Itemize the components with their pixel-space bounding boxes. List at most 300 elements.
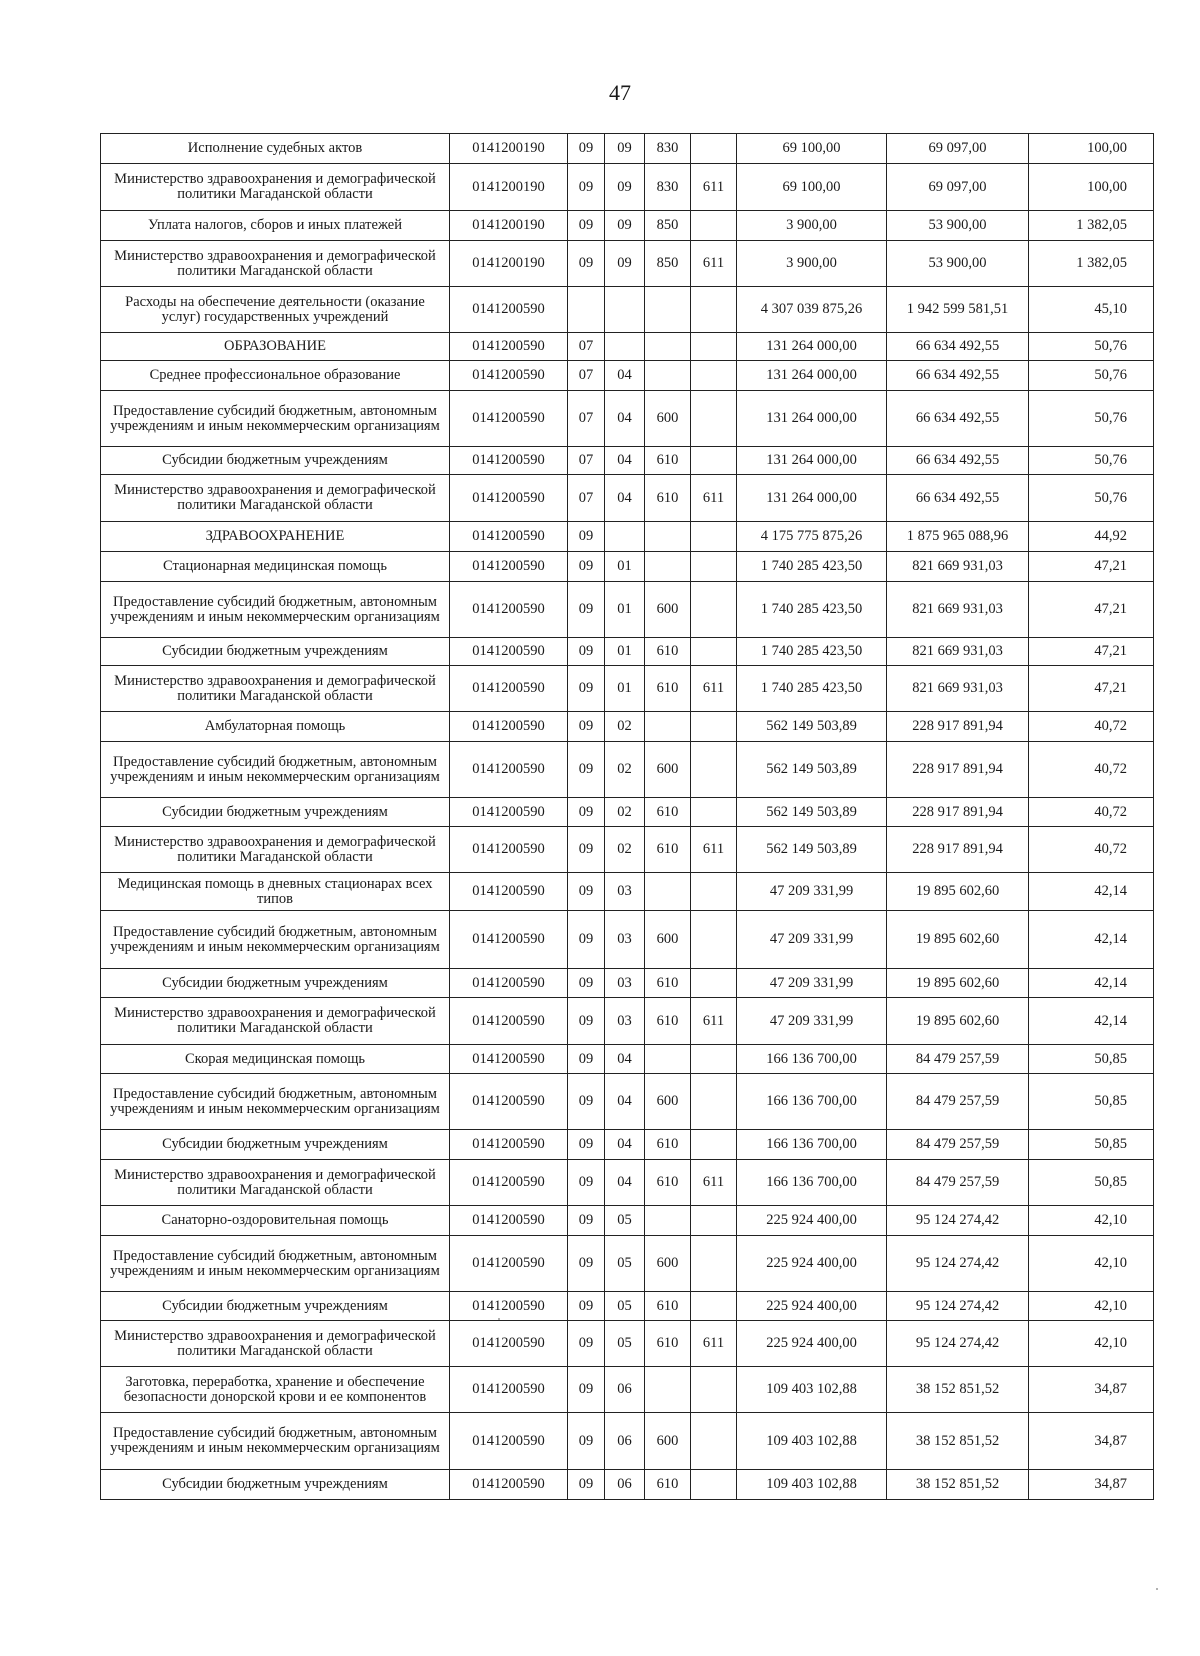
table-row <box>101 1206 1154 1236</box>
expense-type-cell: 610 <box>645 1160 691 1206</box>
execution-percent-cell: 50,76 <box>1029 333 1154 361</box>
executed-amount-cell: 228 917 891,94 <box>887 827 1029 873</box>
target-article-cell: 0141200590 <box>450 1367 568 1413</box>
target-article-cell: 0141200590 <box>450 1292 568 1321</box>
table-row <box>101 969 1154 998</box>
expense-name-cell: Субсидии бюджетным учреждениям <box>101 1130 450 1160</box>
subsection-cell: 02 <box>605 712 645 742</box>
table-row <box>101 638 1154 666</box>
expense-type-cell: 610 <box>645 475 691 522</box>
execution-percent-cell: 50,76 <box>1029 475 1154 522</box>
operation-code-cell <box>691 361 737 391</box>
expense-name-cell: Субсидии бюджетным учреждениям <box>101 1470 450 1500</box>
expense-name-cell: ОБРАЗОВАНИЕ <box>101 333 450 361</box>
target-article-cell: 0141200590 <box>450 742 568 798</box>
planned-amount-cell: 69 100,00 <box>737 164 887 211</box>
operation-code-cell: 611 <box>691 241 737 287</box>
expense-type-cell <box>645 712 691 742</box>
planned-amount-cell: 131 264 000,00 <box>737 475 887 522</box>
target-article-cell: 0141200590 <box>450 1236 568 1292</box>
planned-amount-cell: 562 149 503,89 <box>737 798 887 827</box>
target-article-cell: 0141200590 <box>450 998 568 1045</box>
table-row <box>101 361 1154 391</box>
target-article-cell: 0141200590 <box>450 361 568 391</box>
expense-type-cell: 850 <box>645 241 691 287</box>
table-row <box>101 582 1154 638</box>
executed-amount-cell: 228 917 891,94 <box>887 742 1029 798</box>
section-cell: 09 <box>568 1206 605 1236</box>
expense-type-cell: 610 <box>645 1130 691 1160</box>
subsection-cell: 06 <box>605 1367 645 1413</box>
target-article-cell: 0141200590 <box>450 873 568 911</box>
expense-type-cell: 610 <box>645 1321 691 1367</box>
executed-amount-cell: 821 669 931,03 <box>887 638 1029 666</box>
execution-percent-cell: 50,85 <box>1029 1045 1154 1074</box>
section-cell: 09 <box>568 998 605 1045</box>
target-article-cell: 0141200590 <box>450 333 568 361</box>
executed-amount-cell: 38 152 851,52 <box>887 1367 1029 1413</box>
planned-amount-cell: 131 264 000,00 <box>737 333 887 361</box>
executed-amount-cell: 228 917 891,94 <box>887 712 1029 742</box>
expense-type-cell <box>645 873 691 911</box>
expense-name-cell: Амбулаторная помощь <box>101 712 450 742</box>
section-cell: 09 <box>568 1413 605 1470</box>
subsection-cell: 09 <box>605 211 645 241</box>
executed-amount-cell: 1 875 965 088,96 <box>887 522 1029 552</box>
planned-amount-cell: 1 740 285 423,50 <box>737 582 887 638</box>
operation-code-cell <box>691 969 737 998</box>
budget-table-body <box>101 134 1154 1500</box>
operation-code-cell <box>691 134 737 164</box>
expense-type-cell <box>645 1367 691 1413</box>
expense-type-cell: 600 <box>645 742 691 798</box>
target-article-cell: 0141200190 <box>450 211 568 241</box>
table-row <box>101 287 1154 333</box>
executed-amount-cell: 95 124 274,42 <box>887 1292 1029 1321</box>
target-article-cell: 0141200190 <box>450 241 568 287</box>
execution-percent-cell: 44,92 <box>1029 522 1154 552</box>
target-article-cell: 0141200590 <box>450 1045 568 1074</box>
expense-type-cell: 600 <box>645 1074 691 1130</box>
planned-amount-cell: 47 209 331,99 <box>737 873 887 911</box>
scan-speck <box>1156 1588 1158 1590</box>
section-cell: 09 <box>568 1130 605 1160</box>
target-article-cell: 0141200590 <box>450 1470 568 1500</box>
subsection-cell: 06 <box>605 1470 645 1500</box>
budget-execution-table <box>100 133 1154 1500</box>
executed-amount-cell: 84 479 257,59 <box>887 1130 1029 1160</box>
planned-amount-cell: 166 136 700,00 <box>737 1045 887 1074</box>
execution-percent-cell: 50,85 <box>1029 1130 1154 1160</box>
table-row <box>101 742 1154 798</box>
subsection-cell: 04 <box>605 361 645 391</box>
execution-percent-cell: 50,76 <box>1029 391 1154 447</box>
target-article-cell: 0141200590 <box>450 1074 568 1130</box>
execution-percent-cell: 34,87 <box>1029 1367 1154 1413</box>
operation-code-cell <box>691 1130 737 1160</box>
planned-amount-cell: 166 136 700,00 <box>737 1130 887 1160</box>
target-article-cell: 0141200590 <box>450 475 568 522</box>
expense-type-cell <box>645 552 691 582</box>
table-row <box>101 666 1154 712</box>
executed-amount-cell: 69 097,00 <box>887 164 1029 211</box>
execution-percent-cell: 47,21 <box>1029 582 1154 638</box>
subsection-cell: 05 <box>605 1292 645 1321</box>
executed-amount-cell: 95 124 274,42 <box>887 1321 1029 1367</box>
expense-name-cell: Санаторно-оздоровительная помощь <box>101 1206 450 1236</box>
target-article-cell: 0141200590 <box>450 827 568 873</box>
execution-percent-cell: 47,21 <box>1029 552 1154 582</box>
section-cell: 07 <box>568 361 605 391</box>
executed-amount-cell: 228 917 891,94 <box>887 798 1029 827</box>
target-article-cell: 0141200590 <box>450 712 568 742</box>
expense-name-cell: Министерство здравоохранения и демографической политики Магаданской области <box>101 1160 450 1206</box>
planned-amount-cell: 109 403 102,88 <box>737 1470 887 1500</box>
section-cell: 09 <box>568 638 605 666</box>
table-row <box>101 873 1154 911</box>
operation-code-cell <box>691 712 737 742</box>
executed-amount-cell: 19 895 602,60 <box>887 911 1029 969</box>
planned-amount-cell: 131 264 000,00 <box>737 447 887 475</box>
operation-code-cell <box>691 1074 737 1130</box>
expense-name-cell: Министерство здравоохранения и демографической политики Магаданской области <box>101 666 450 712</box>
operation-code-cell <box>691 1045 737 1074</box>
target-article-cell: 0141200590 <box>450 1206 568 1236</box>
operation-code-cell: 611 <box>691 164 737 211</box>
planned-amount-cell: 166 136 700,00 <box>737 1074 887 1130</box>
planned-amount-cell: 225 924 400,00 <box>737 1236 887 1292</box>
executed-amount-cell: 19 895 602,60 <box>887 998 1029 1045</box>
section-cell <box>568 287 605 333</box>
planned-amount-cell: 131 264 000,00 <box>737 391 887 447</box>
target-article-cell: 0141200590 <box>450 522 568 552</box>
operation-code-cell <box>691 287 737 333</box>
subsection-cell <box>605 522 645 552</box>
executed-amount-cell: 66 634 492,55 <box>887 391 1029 447</box>
table-row <box>101 1160 1154 1206</box>
planned-amount-cell: 1 740 285 423,50 <box>737 638 887 666</box>
target-article-cell: 0141200590 <box>450 1413 568 1470</box>
section-cell: 09 <box>568 712 605 742</box>
execution-percent-cell: 1 382,05 <box>1029 211 1154 241</box>
execution-percent-cell: 40,72 <box>1029 712 1154 742</box>
expense-name-cell: Субсидии бюджетным учреждениям <box>101 447 450 475</box>
expense-name-cell: Предоставление субсидий бюджетным, автономным учреждениям и иным некоммерческим организациям <box>101 1236 450 1292</box>
subsection-cell: 04 <box>605 391 645 447</box>
table-row <box>101 1130 1154 1160</box>
expense-type-cell: 610 <box>645 666 691 712</box>
expense-type-cell: 610 <box>645 798 691 827</box>
expense-name-cell: ЗДРАВООХРАНЕНИЕ <box>101 522 450 552</box>
section-cell: 07 <box>568 333 605 361</box>
operation-code-cell <box>691 742 737 798</box>
section-cell: 09 <box>568 1292 605 1321</box>
table-row <box>101 241 1154 287</box>
section-cell: 09 <box>568 522 605 552</box>
target-article-cell: 0141200590 <box>450 798 568 827</box>
execution-percent-cell: 42,10 <box>1029 1321 1154 1367</box>
section-cell: 09 <box>568 164 605 211</box>
expense-name-cell: Предоставление субсидий бюджетным, автономным учреждениям и иным некоммерческим организациям <box>101 391 450 447</box>
table-row <box>101 798 1154 827</box>
subsection-cell: 09 <box>605 164 645 211</box>
subsection-cell: 04 <box>605 1160 645 1206</box>
subsection-cell: 01 <box>605 666 645 712</box>
operation-code-cell <box>691 582 737 638</box>
execution-percent-cell: 40,72 <box>1029 798 1154 827</box>
expense-type-cell: 610 <box>645 998 691 1045</box>
section-cell: 09 <box>568 1367 605 1413</box>
planned-amount-cell: 109 403 102,88 <box>737 1413 887 1470</box>
execution-percent-cell: 100,00 <box>1029 134 1154 164</box>
table-row <box>101 1236 1154 1292</box>
subsection-cell: 02 <box>605 827 645 873</box>
operation-code-cell <box>691 1367 737 1413</box>
target-article-cell: 0141200590 <box>450 1321 568 1367</box>
section-cell: 09 <box>568 1236 605 1292</box>
operation-code-cell <box>691 638 737 666</box>
executed-amount-cell: 821 669 931,03 <box>887 582 1029 638</box>
expense-type-cell: 610 <box>645 1470 691 1500</box>
planned-amount-cell: 225 924 400,00 <box>737 1321 887 1367</box>
subsection-cell: 09 <box>605 134 645 164</box>
expense-name-cell: Субсидии бюджетным учреждениям <box>101 1292 450 1321</box>
expense-type-cell: 610 <box>645 1292 691 1321</box>
planned-amount-cell: 47 209 331,99 <box>737 969 887 998</box>
execution-percent-cell: 45,10 <box>1029 287 1154 333</box>
section-cell: 09 <box>568 582 605 638</box>
table-row <box>101 1470 1154 1500</box>
table-row <box>101 1413 1154 1470</box>
expense-name-cell: Министерство здравоохранения и демографической политики Магаданской области <box>101 241 450 287</box>
expense-name-cell: Министерство здравоохранения и демографической политики Магаданской области <box>101 164 450 211</box>
subsection-cell <box>605 287 645 333</box>
subsection-cell: 03 <box>605 998 645 1045</box>
expense-name-cell: Уплата налогов, сборов и иных платежей <box>101 211 450 241</box>
planned-amount-cell: 47 209 331,99 <box>737 998 887 1045</box>
subsection-cell: 05 <box>605 1206 645 1236</box>
execution-percent-cell: 42,14 <box>1029 969 1154 998</box>
expense-type-cell: 610 <box>645 827 691 873</box>
page-number: 47 <box>609 80 631 105</box>
table-row <box>101 1367 1154 1413</box>
expense-name-cell: Заготовка, переработка, хранение и обеспечение безопасности донорской крови и ее компонентов <box>101 1367 450 1413</box>
section-cell: 07 <box>568 447 605 475</box>
planned-amount-cell: 4 175 775 875,26 <box>737 522 887 552</box>
planned-amount-cell: 47 209 331,99 <box>737 911 887 969</box>
executed-amount-cell: 821 669 931,03 <box>887 666 1029 712</box>
section-cell: 09 <box>568 1321 605 1367</box>
table-row <box>101 998 1154 1045</box>
subsection-cell: 01 <box>605 582 645 638</box>
planned-amount-cell: 109 403 102,88 <box>737 1367 887 1413</box>
operation-code-cell: 611 <box>691 827 737 873</box>
subsection-cell: 04 <box>605 447 645 475</box>
expense-name-cell: Скорая медицинская помощь <box>101 1045 450 1074</box>
section-cell: 09 <box>568 911 605 969</box>
expense-type-cell: 600 <box>645 582 691 638</box>
table-row <box>101 447 1154 475</box>
operation-code-cell <box>691 1470 737 1500</box>
expense-name-cell: Предоставление субсидий бюджетным, автономным учреждениям и иным некоммерческим организациям <box>101 1413 450 1470</box>
table-row <box>101 391 1154 447</box>
section-cell: 09 <box>568 827 605 873</box>
expense-name-cell: Предоставление субсидий бюджетным, автономным учреждениям и иным некоммерческим организациям <box>101 911 450 969</box>
expense-type-cell: 600 <box>645 391 691 447</box>
expense-type-cell: 610 <box>645 447 691 475</box>
executed-amount-cell: 1 942 599 581,51 <box>887 287 1029 333</box>
execution-percent-cell: 50,85 <box>1029 1160 1154 1206</box>
section-cell: 09 <box>568 969 605 998</box>
operation-code-cell <box>691 911 737 969</box>
operation-code-cell: 611 <box>691 1160 737 1206</box>
expense-type-cell <box>645 333 691 361</box>
planned-amount-cell: 1 740 285 423,50 <box>737 552 887 582</box>
executed-amount-cell: 66 634 492,55 <box>887 333 1029 361</box>
subsection-cell: 03 <box>605 911 645 969</box>
operation-code-cell <box>691 333 737 361</box>
executed-amount-cell: 38 152 851,52 <box>887 1413 1029 1470</box>
expense-type-cell: 830 <box>645 164 691 211</box>
target-article-cell: 0141200590 <box>450 447 568 475</box>
target-article-cell: 0141200590 <box>450 552 568 582</box>
operation-code-cell <box>691 1292 737 1321</box>
execution-percent-cell: 40,72 <box>1029 827 1154 873</box>
planned-amount-cell: 3 900,00 <box>737 241 887 287</box>
section-cell: 09 <box>568 241 605 287</box>
table-row <box>101 475 1154 522</box>
target-article-cell: 0141200590 <box>450 911 568 969</box>
executed-amount-cell: 84 479 257,59 <box>887 1160 1029 1206</box>
operation-code-cell <box>691 1413 737 1470</box>
execution-percent-cell: 47,21 <box>1029 638 1154 666</box>
operation-code-cell: 611 <box>691 666 737 712</box>
execution-percent-cell: 47,21 <box>1029 666 1154 712</box>
expense-type-cell: 610 <box>645 638 691 666</box>
execution-percent-cell: 100,00 <box>1029 164 1154 211</box>
expense-name-cell: Предоставление субсидий бюджетным, автономным учреждениям и иным некоммерческим организациям <box>101 1074 450 1130</box>
expense-name-cell: Исполнение судебных актов <box>101 134 450 164</box>
planned-amount-cell: 69 100,00 <box>737 134 887 164</box>
section-cell: 09 <box>568 1074 605 1130</box>
executed-amount-cell: 53 900,00 <box>887 211 1029 241</box>
execution-percent-cell: 42,14 <box>1029 873 1154 911</box>
target-article-cell: 0141200590 <box>450 287 568 333</box>
section-cell: 09 <box>568 1045 605 1074</box>
execution-percent-cell: 42,10 <box>1029 1236 1154 1292</box>
planned-amount-cell: 562 149 503,89 <box>737 742 887 798</box>
subsection-cell: 02 <box>605 798 645 827</box>
section-cell: 09 <box>568 666 605 712</box>
expense-type-cell: 610 <box>645 969 691 998</box>
section-cell: 09 <box>568 134 605 164</box>
subsection-cell: 01 <box>605 638 645 666</box>
executed-amount-cell: 19 895 602,60 <box>887 873 1029 911</box>
expense-type-cell <box>645 1206 691 1236</box>
subsection-cell: 09 <box>605 241 645 287</box>
table-row <box>101 1045 1154 1074</box>
subsection-cell: 04 <box>605 475 645 522</box>
expense-name-cell: Предоставление субсидий бюджетным, автономным учреждениям и иным некоммерческим организациям <box>101 582 450 638</box>
expense-name-cell: Субсидии бюджетным учреждениям <box>101 638 450 666</box>
subsection-cell: 03 <box>605 873 645 911</box>
section-cell: 09 <box>568 798 605 827</box>
execution-percent-cell: 50,85 <box>1029 1074 1154 1130</box>
subsection-cell: 02 <box>605 742 645 798</box>
executed-amount-cell: 95 124 274,42 <box>887 1236 1029 1292</box>
expense-type-cell: 600 <box>645 1236 691 1292</box>
target-article-cell: 0141200190 <box>450 164 568 211</box>
table-row <box>101 164 1154 211</box>
execution-percent-cell: 50,76 <box>1029 361 1154 391</box>
table-row <box>101 1074 1154 1130</box>
planned-amount-cell: 131 264 000,00 <box>737 361 887 391</box>
execution-percent-cell: 42,10 <box>1029 1292 1154 1321</box>
section-cell: 09 <box>568 1160 605 1206</box>
expense-type-cell <box>645 361 691 391</box>
table-row <box>101 1292 1154 1321</box>
planned-amount-cell: 166 136 700,00 <box>737 1160 887 1206</box>
execution-percent-cell: 34,87 <box>1029 1413 1154 1470</box>
planned-amount-cell: 4 307 039 875,26 <box>737 287 887 333</box>
scan-speck <box>498 1318 500 1320</box>
table-row <box>101 522 1154 552</box>
operation-code-cell <box>691 873 737 911</box>
subsection-cell <box>605 333 645 361</box>
expense-type-cell <box>645 522 691 552</box>
table-row <box>101 333 1154 361</box>
planned-amount-cell: 225 924 400,00 <box>737 1292 887 1321</box>
execution-percent-cell: 40,72 <box>1029 742 1154 798</box>
table-row <box>101 827 1154 873</box>
execution-percent-cell: 42,10 <box>1029 1206 1154 1236</box>
section-cell: 09 <box>568 873 605 911</box>
operation-code-cell: 611 <box>691 998 737 1045</box>
executed-amount-cell: 95 124 274,42 <box>887 1206 1029 1236</box>
operation-code-cell <box>691 798 737 827</box>
subsection-cell: 05 <box>605 1236 645 1292</box>
section-cell: 09 <box>568 552 605 582</box>
executed-amount-cell: 53 900,00 <box>887 241 1029 287</box>
target-article-cell: 0141200590 <box>450 1130 568 1160</box>
section-cell: 09 <box>568 1470 605 1500</box>
section-cell: 07 <box>568 391 605 447</box>
operation-code-cell <box>691 391 737 447</box>
operation-code-cell <box>691 1236 737 1292</box>
subsection-cell: 04 <box>605 1045 645 1074</box>
target-article-cell: 0141200590 <box>450 582 568 638</box>
expense-name-cell: Субсидии бюджетным учреждениям <box>101 969 450 998</box>
subsection-cell: 03 <box>605 969 645 998</box>
operation-code-cell: 611 <box>691 475 737 522</box>
expense-name-cell: Предоставление субсидий бюджетным, автономным учреждениям и иным некоммерческим организациям <box>101 742 450 798</box>
expense-type-cell <box>645 287 691 333</box>
target-article-cell: 0141200590 <box>450 391 568 447</box>
executed-amount-cell: 66 634 492,55 <box>887 475 1029 522</box>
expense-name-cell: Медицинская помощь в дневных стационарах всех типов <box>101 873 450 911</box>
expense-name-cell: Министерство здравоохранения и демографической политики Магаданской области <box>101 475 450 522</box>
executed-amount-cell: 821 669 931,03 <box>887 552 1029 582</box>
table-row <box>101 911 1154 969</box>
planned-amount-cell: 225 924 400,00 <box>737 1206 887 1236</box>
executed-amount-cell: 84 479 257,59 <box>887 1045 1029 1074</box>
section-cell: 09 <box>568 211 605 241</box>
target-article-cell: 0141200590 <box>450 1160 568 1206</box>
target-article-cell: 0141200590 <box>450 638 568 666</box>
operation-code-cell: 611 <box>691 1321 737 1367</box>
table-row <box>101 134 1154 164</box>
execution-percent-cell: 1 382,05 <box>1029 241 1154 287</box>
